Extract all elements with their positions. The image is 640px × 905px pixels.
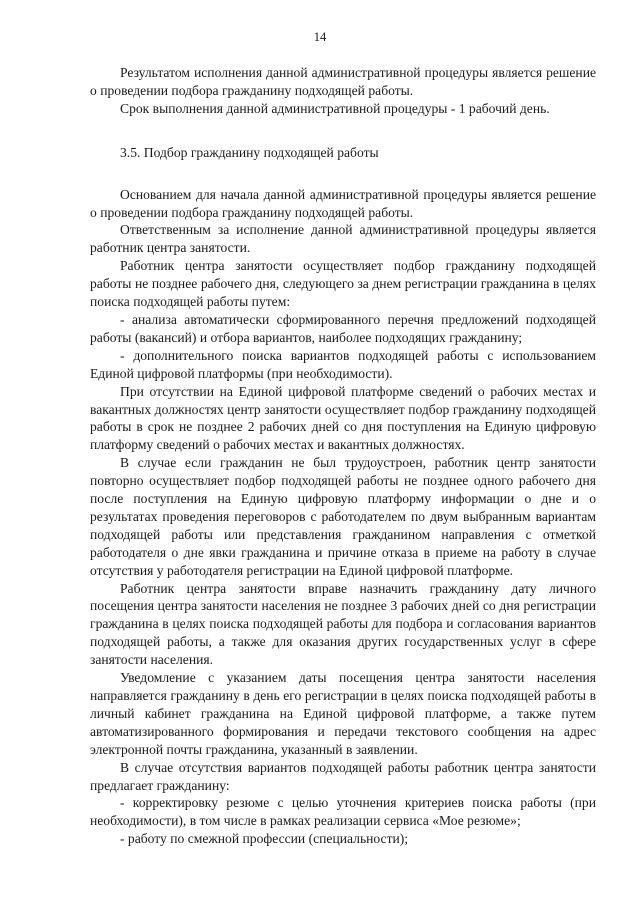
paragraph-result: Результатом исполнения данной административной процедуры является решение о проведении подбора гражданину подходящей работы. bbox=[90, 65, 596, 98]
paragraph-visit-date: Работник центра занятости вправе назначить гражданину дату личного посещения центра занятости населения не позднее 3 рабочих дней со дня регистрации гражданина в целях поиска подходящей работы для подбора и согласования вариантов подходящей работы, а также для оказания других государственных услуг в сфере занятости населения. bbox=[90, 580, 596, 668]
list-item-resume-correction: - корректировку резюме с целью уточнения критериев поиска работы (при необходимости), в том числе в рамках реализации сервиса «Мое резюме»; bbox=[90, 795, 596, 829]
paragraph-selection: Работник центра занятости осуществляет подбор гражданину подходящей работы не позднее рабочего дня, следующего за днем регистрации гражданина в целях поиска подходящей работы путем: bbox=[90, 258, 596, 310]
paragraph-deadline: Срок выполнения данной административной процедуры - 1 рабочий день. bbox=[120, 100, 550, 116]
paragraph-responsible: Ответственным за исполнение данной административной процедуры является работник центра занятости. bbox=[90, 222, 596, 256]
paragraph-no-vacancies: При отсутствии на Единой цифровой платформе сведений о рабочих местах и вакантных должностях центр занятости осуществляет подбор гражданину подходящей работы в срок не позднее 2 рабочих дней со дня поступления на Единую цифровую платформу сведений о рабочих местах и вакантных должностях. bbox=[90, 383, 596, 453]
paragraph-basis: Основанием для начала данной административной процедуры является решение о проведении подбора гражданину подходящей работы. bbox=[90, 186, 596, 220]
paragraph-notification: Уведомление с указанием даты посещения центра занятости населения направляется гражданину в день его регистрации в целях поиска подходящей работы в личный кабинет гражданина на Единой цифровой платформе, а также путем автоматизированного формирования и передачи текстового сообщения на адрес электронной почты гражданина, указанный в заявлении. bbox=[90, 670, 596, 757]
document-body bbox=[90, 64, 596, 848]
paragraph-not-employed: В случае если гражданин не был трудоустроен, работник центр занятости повторно осуществляет подбор подходящей работы не позднее одного рабочего дня после поступления на Единую цифровую платформу информации о дне и о результатах проведения переговоров с работодателем по двум выбранным вариантам подходящей работы или представления гражданином направления с отметкой работодателя о дне явки гражданина и причине отказа в приеме на работу в случае отсутствия у работодателя регистрации на Единой цифровой платформе. bbox=[90, 455, 596, 578]
paragraph-no-options: В случае отсутствия вариантов подходящей работы работник центра занятости предлагает гражданину: bbox=[90, 759, 596, 793]
section-heading: 3.5. Подбор гражданину подходящей работы bbox=[120, 144, 379, 160]
page-number: 14 bbox=[313, 30, 327, 44]
list-item-analysis: - анализа автоматически сформированного перечня предложений подходящей работы (вакансий) и отбора вариантов, наиболее подходящих гражданину; bbox=[90, 311, 596, 345]
list-item-additional-search: - дополнительного поиска вариантов подходящей работы с использованием Единой цифровой платформы (при необходимости). bbox=[90, 347, 596, 381]
list-item-related-profession: - работу по смежной профессии (специальности); bbox=[120, 831, 409, 847]
